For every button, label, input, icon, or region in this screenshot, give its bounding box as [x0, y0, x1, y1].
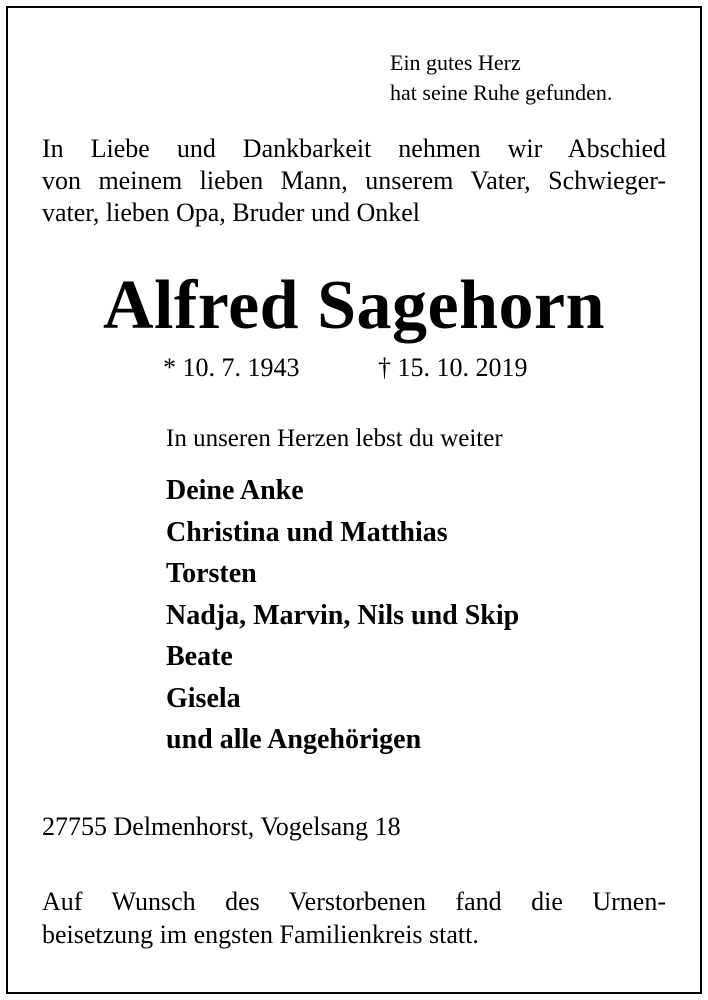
deceased-name: Alfred Sagehorn	[102, 267, 606, 344]
memorial-motto: In unseren Herzen lebst du weiter	[166, 425, 503, 452]
mourners-list	[166, 470, 519, 761]
note-line-2: beisetzung im engsten Familienkreis statt.	[42, 920, 479, 949]
intro-line-3: vater, lieben Opa, Bruder und Onkel	[42, 198, 421, 227]
quote-line-1: Ein gutes Herz	[390, 50, 521, 75]
intro-line-2: von meinem lieben Mann, unserem Vater, Schwieger-	[42, 166, 666, 195]
quote-line-2: hat seine Ruhe gefunden.	[390, 80, 613, 105]
intro-line-1: In Liebe und Dankbarkeit nehmen wir Abschied	[42, 134, 666, 163]
mourner-name: Torsten	[166, 558, 257, 589]
mourner-name: Beate	[166, 641, 233, 672]
mourner-name: Nadja, Marvin, Nils und Skip	[166, 599, 520, 631]
birth-date: * 10. 7. 1943	[163, 353, 300, 382]
family-address: 27755 Delmenhorst, Vogelsang 18	[42, 812, 401, 841]
burial-note	[42, 885, 666, 951]
mourner-name: Gisela	[166, 682, 241, 714]
mourner-name: Deine Anke	[166, 475, 304, 506]
note-line-1: Auf Wunsch des Verstorbenen fand die Urnen-	[42, 887, 666, 916]
death-date: † 15. 10. 2019	[378, 353, 528, 382]
mourner-name: und alle Angehörigen	[166, 724, 422, 755]
memorial-quote	[390, 48, 612, 108]
farewell-intro	[42, 133, 666, 229]
mourner-name: Christina und Matthias	[166, 516, 448, 548]
